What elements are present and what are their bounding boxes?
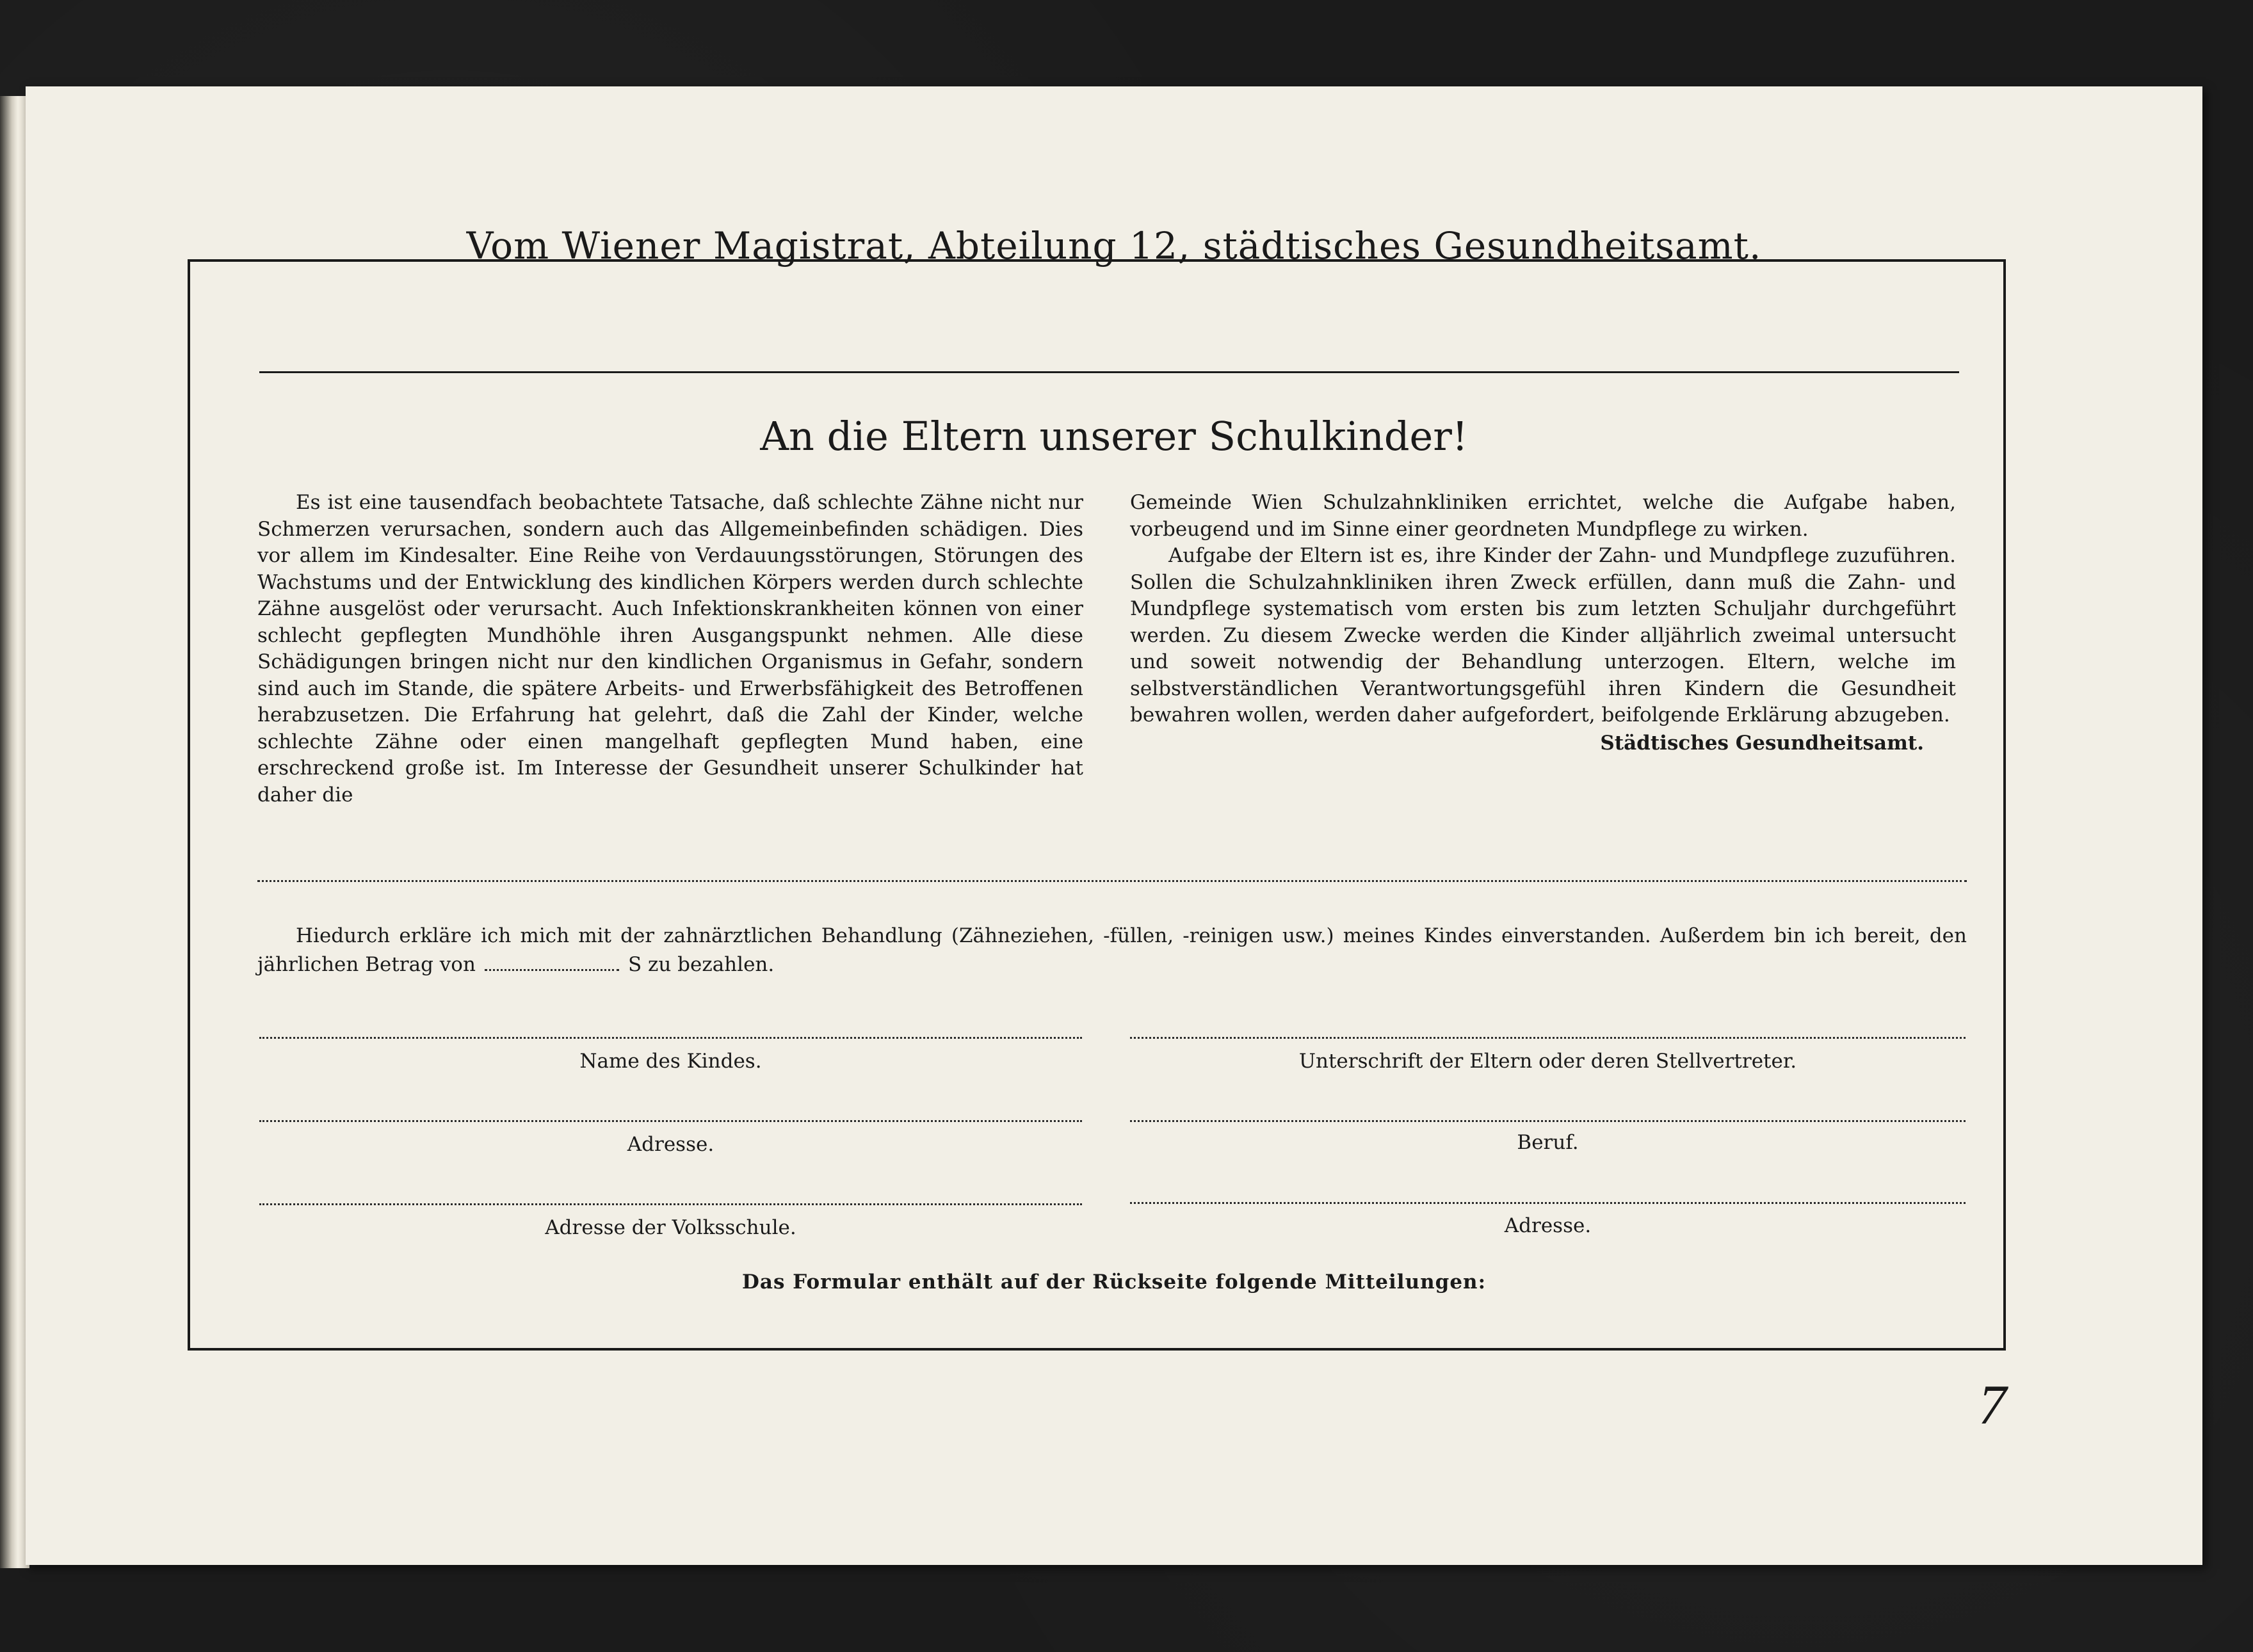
child-name-field[interactable]: [259, 1037, 1082, 1039]
school-address-label: Adresse der Volksschule.: [545, 1216, 796, 1239]
letter-paragraph: Gemeinde Wien Schulzahnkliniken errichtet, welche die Aufgabe haben, vorbeugend und im Sinne einer geordneten Mundpflege zu wirken.: [1130, 491, 1956, 541]
declaration-text: Hiedurch erkläre ich mich mit der zahnärztlichen Behandlung (Zähneziehen, -füllen, -reinigen usw.) meines Kindes einverstanden. Außerdem bin ich bereit, den jährlichen Betrag von: [257, 924, 1967, 976]
parent-address-label: Adresse.: [1504, 1214, 1592, 1237]
occupation-label: Beruf.: [1517, 1131, 1579, 1154]
separator-dotted-line: [257, 880, 1967, 882]
department-header: Vom Wiener Magistrat, Abteilung 12, städtisches Gesundheitsamt.: [466, 224, 1762, 268]
letter-signature: Städtisches Gesundheitsamt.: [1600, 731, 1924, 755]
page-number: 7: [1978, 1374, 2007, 1436]
letter-paragraph: Es ist eine tausendfach beobachtete Tatsache, daß schlechte Zähne nicht nur Schmerzen verursachen, sondern auch das Allgemeinbefinden schädigen. Dies vor allem im Kindesalter. Eine Reihe von Verdauungsstörungen, Störungen des Wachstums und der Entwicklung des kindlichen Körpers werden durch schlechte Zähne ausgelöst oder verursacht. Auch Infektionskrankheiten können von einer schlecht gepflegten Mundhöhle ihren Ausgangspunkt nehmen. Alle diese Schädigungen bringen nicht nur den kindlichen Organismus in Gefahr, sondern sind auch im Stande, die spätere Arbeits- und Erwerbsfähigkeit des Betroffenen herabzusetzen. Die Erfahrung hat gelehrt, daß die Zahl der Kinder, welche schlechte Zähne oder einen mangelhaft gepflegten Mund haben, eine erschreckend große ist. Im Interesse der Gesundheit unserer Schulkinder hat daher die: [257, 491, 1083, 806]
consent-declaration: [257, 922, 1967, 979]
parent-signature-field[interactable]: [1130, 1037, 1966, 1039]
address-field[interactable]: [259, 1120, 1082, 1122]
letter-title: An die Eltern unserer Schulkinder!: [760, 413, 1468, 460]
reverse-side-note: Das Formular enthält auf der Rückseite folgende Mitteilungen:: [741, 1271, 1487, 1294]
letter-paragraph: Aufgabe der Eltern ist es, ihre Kinder der Zahn- und Mundpflege zuzuführen. Sollen die Schulzahnkliniken ihren Zweck erfüllen, dann muß die Zahn- und Mundpflege systematisch vom ersten bis zum letzten Schuljahr durchgeführt werden. Zu diesem Zwecke werden die Kinder alljährlich zweimal untersucht und soweit notwendig der Behandlung unterzogen. Eltern, welche im selbstverständlichen Verantwortungsgefühl ihren Kindern die Gesundheit bewahren wollen, werden daher aufgefordert, beifolgende Erklärung abzugeben.: [1130, 544, 1956, 726]
declaration-text-end: S zu bezahlen.: [627, 953, 775, 976]
child-name-label: Name des Kindes.: [579, 1050, 762, 1073]
amount-field[interactable]: [485, 969, 619, 971]
letter-right-column: [1130, 490, 1956, 757]
document-page: [26, 86, 2202, 1565]
occupation-field[interactable]: [1130, 1120, 1966, 1122]
header-rule: [259, 371, 1959, 373]
parent-address-field[interactable]: [1130, 1202, 1966, 1204]
school-address-field[interactable]: [259, 1203, 1082, 1205]
letter-left-column: [257, 490, 1083, 808]
address-label: Adresse.: [627, 1133, 715, 1156]
parent-signature-label: Unterschrift der Eltern oder deren Stellvertreter.: [1298, 1050, 1797, 1073]
